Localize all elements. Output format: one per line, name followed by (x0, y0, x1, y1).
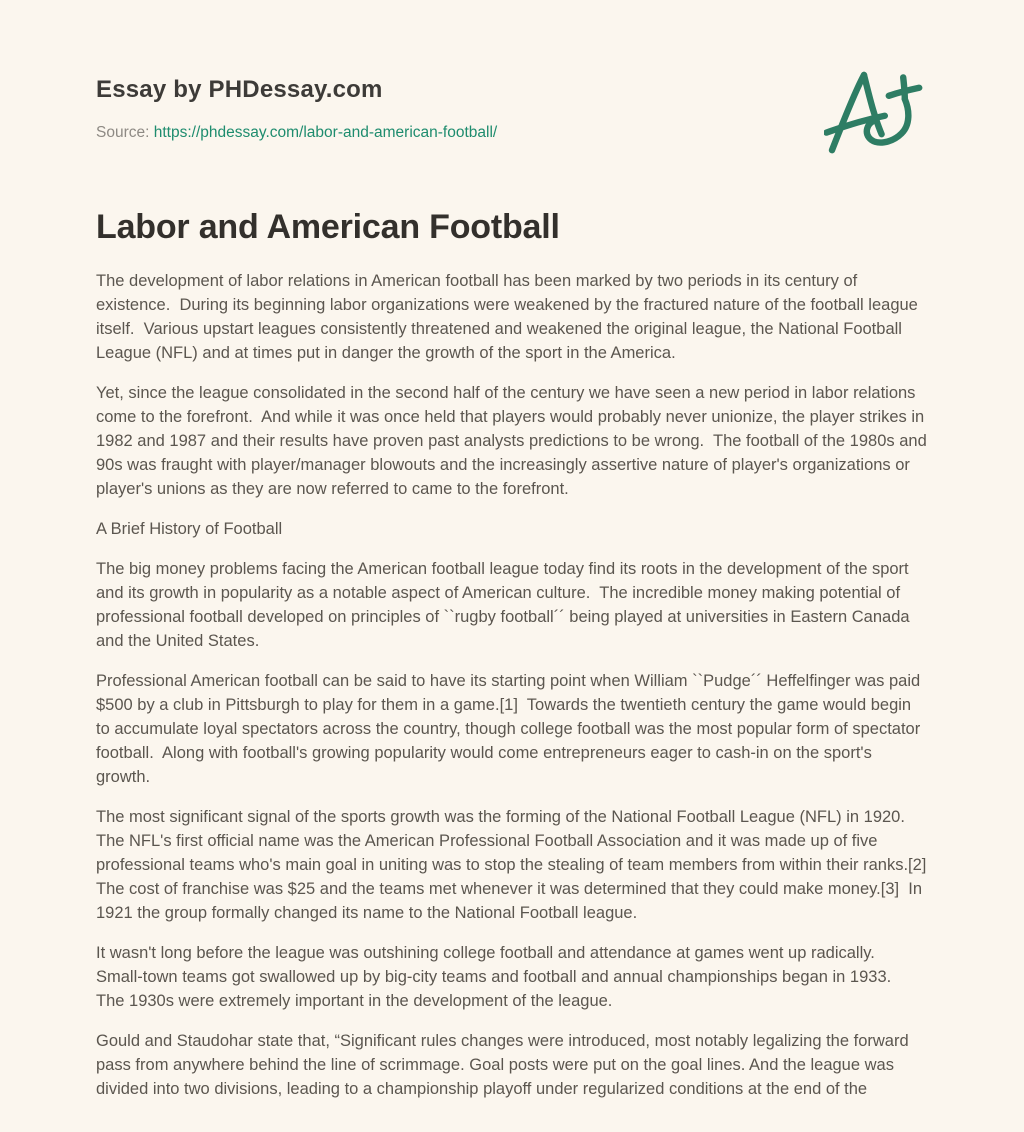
essay-paragraph: Yet, since the league consolidated in the second half of the century we have seen a new period in labor relations come to the forefront. And while it was once held that players would probably never unionize, the player strikes in 1982 and 1987 and their results have proven past analysts predictions to be wrong. The football of the 1980s and 90s was fraught with player/manager blowouts and the increasingly assertive nature of player's organizations or player's unions as they are now referred to came to the forefront. (96, 384, 932, 498)
essay-paragraph: Gould and Staudohar state that, “Significant rules changes were introduced, most notably legalizing the forward pass from anywhere behind the line of scrimmage. Goal posts were put on the goal lines. And the league was divided into two divisions, leading to a championship playoff under regularized conditions at the end of the (96, 1032, 914, 1098)
essay-paragraph: The big money problems facing the American football league today find its roots in the development of the sport and its growth in popularity as a notable aspect of American culture. The incredible money making potential of professional football developed on principles of ``rugby football´´ being played at universities in Eastern Canada and the United States. (96, 560, 915, 650)
essay-paragraph: The most significant signal of the sports growth was the forming of the National Football League (NFL) in 1920. The NFL's first official name was the American Professional Football Association and it was made up of five professional teams who's main goal in uniting was to stop the stealing of team members from within their ranks.[2] The cost of franchise was $25 and the teams met whenever it was determined that they could make money.[3] In 1921 the group formally changed its name to the National Football league. (96, 808, 936, 922)
essay-paragraph: It wasn't long before the league was outshining college football and attendance at games went up radically. Small-town teams got swallowed up by big-city teams and football and annual championships began in 1933. The 1930s were extremely important in the development of the league. (96, 944, 901, 1010)
source-line (96, 124, 928, 142)
essay-body (96, 269, 936, 1101)
brand-title: Essay by PHDessay.com (96, 76, 383, 103)
essay-paragraph: Professional American football can be said to have its starting point when William ``Pudge´´ Heffelfinger was paid $500 by a club in Pittsburgh to play for them in a game.[1] Towards the twentieth century the game would begin to accumulate loyal spectators across the country, though college football was the most popular form of spectator football. Along with football's growing popularity would come entrepreneurs eager to cash-in on the sport's growth. (96, 672, 925, 786)
section-heading: A Brief History of Football (96, 520, 283, 538)
essay-paragraph: The development of labor relations in American football has been marked by two periods in its century of existence. During its beginning labor organizations were weakened by the fractured nature of the football league itself. Various upstart leagues consistently threatened and weakened the original league, the National Football League (NFL) and at times put in danger the growth of the sport in the America. (96, 272, 923, 362)
a-plus-logo-icon (824, 60, 928, 162)
source-label: Source: (96, 124, 154, 141)
source-link[interactable]: https://phdessay.com/labor-and-american-football/ (153, 124, 498, 141)
phdessay-logo (824, 60, 928, 162)
essay-title: Labor and American Football (96, 208, 560, 246)
